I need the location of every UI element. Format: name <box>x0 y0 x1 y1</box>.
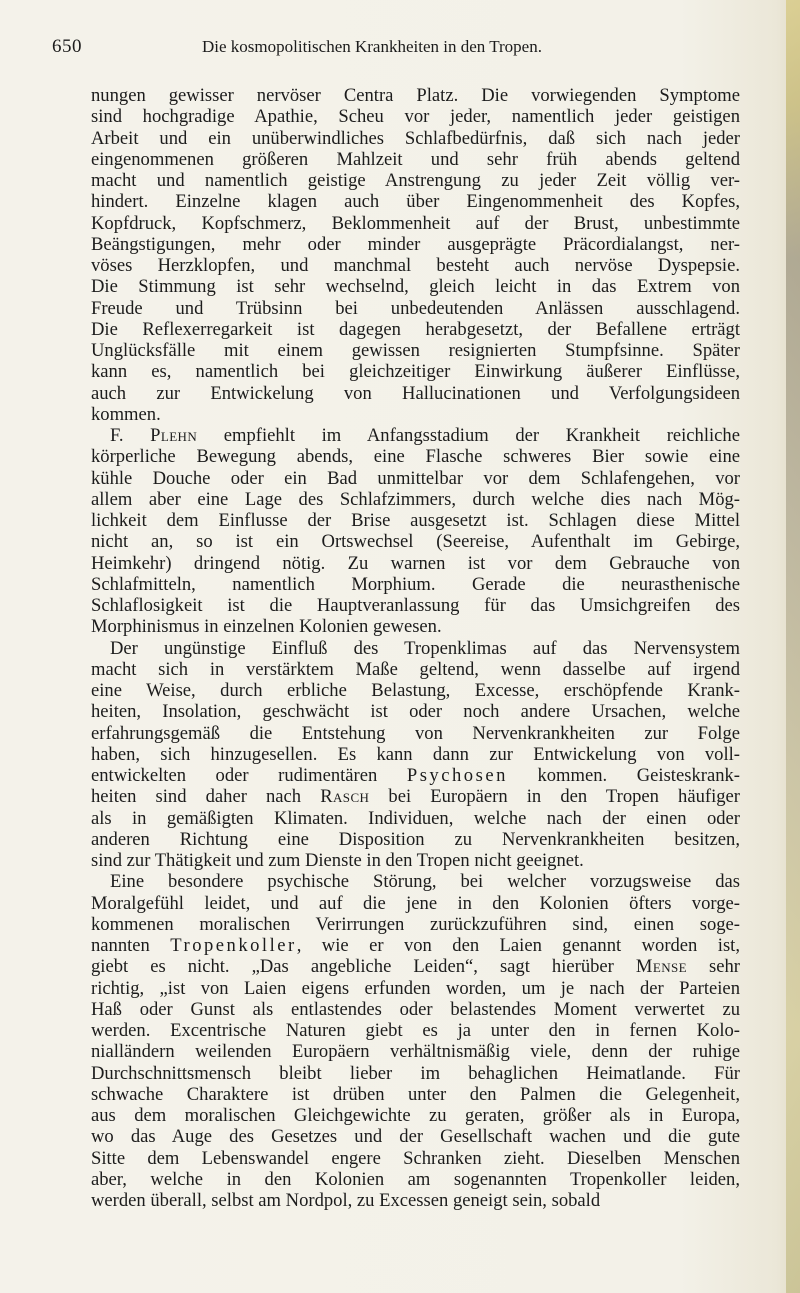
text-line <box>91 489 740 510</box>
text-segment: nialländern weilenden Europäern verhältnismäßig viele, denn der ruhige <box>91 1041 740 1063</box>
text-line <box>91 850 740 871</box>
text-segment: aber, welche in den Kolonien am sogenannten Tropenkoller leiden, <box>91 1168 740 1190</box>
body-text <box>91 85 740 1211</box>
text-line <box>91 1190 740 1211</box>
text-line <box>91 574 740 595</box>
text-segment: sind hochgradige Apathie, Scheu vor jeder, namentlich jeder geistigen <box>91 106 740 128</box>
text-line <box>91 765 740 786</box>
text-segment: giebt es nicht. „Das angebliche Leiden“, sagt hierüber <box>91 956 636 978</box>
emphasized-term: Psychosen <box>406 765 508 786</box>
text-segment: eine Weise, durch erbliche Belastung, Excesse, erschöpfende Krank- <box>91 680 740 701</box>
text-segment: sind zur Thätigkeit und zum Dienste in den Tropen nicht geeignet. <box>91 850 584 871</box>
text-line <box>91 1063 740 1084</box>
text-line <box>91 595 740 616</box>
text-segment: Schlafmitteln, namentlich Morphium. Gerade die neurasthenische <box>91 573 740 595</box>
text-segment: anderen Richtung eine Disposition zu Nervenkrankheiten besitzen, <box>91 828 740 850</box>
text-line <box>91 149 740 170</box>
text-segment: F. <box>110 425 151 446</box>
text-line <box>91 170 740 191</box>
text-segment: kommen. <box>91 403 161 425</box>
text-segment: kühle Douche oder ein Bad unmittelbar vor dem Schlafengehen, vor <box>91 467 740 489</box>
text-line <box>91 616 740 637</box>
text-line <box>91 680 740 701</box>
page-edge-strip <box>786 0 800 1293</box>
text-line <box>91 1020 740 1041</box>
text-line <box>91 298 740 319</box>
text-segment: kommen. Geisteskrank- <box>507 765 740 786</box>
text-line <box>91 510 740 531</box>
text-segment: lichkeit dem Einflusse der Brise ausgesetzt ist. Schlagen diese Mittel <box>91 510 740 531</box>
text-segment: Unglücksfälle mit einem gewissen resignierten Stumpfsinne. Später <box>91 340 740 361</box>
author-name: Rasch <box>320 786 370 808</box>
text-segment: aus dem moralischen Gleichgewichte zu geraten, größer als in Europa, <box>91 1105 740 1126</box>
text-line <box>91 468 740 489</box>
text-segment: Der ungünstige Einfluß des Tropenklimas auf das Nervensystem <box>110 637 740 659</box>
text-segment: nannten <box>91 935 171 956</box>
text-segment: entwickelten oder rudimentären <box>91 765 407 786</box>
text-segment: empfiehlt im Anfangsstadium der Krankheit reichliche <box>197 425 740 446</box>
text-segment: Sitte dem Lebenswandel engere Schranken zieht. Dieselben Menschen <box>91 1147 740 1169</box>
text-line <box>91 744 740 765</box>
text-segment: wo das Auge des Gesetzes und der Gesellschaft wachen und die gute <box>91 1126 740 1148</box>
text-line <box>91 999 740 1020</box>
text-segment: Durchschnittsmensch bleibt lieber im behaglichen Heimatlande. Für <box>91 1062 740 1084</box>
text-line <box>91 808 740 829</box>
text-segment: eingenommenen größeren Mahlzeit und sehr früh abends geltend <box>91 148 740 170</box>
emphasized-term: Tropenkoller <box>170 935 297 956</box>
text-line <box>91 978 740 999</box>
text-segment: richtig, „ist von Laien eigens erfunden worden, um je nach der Parteien <box>91 977 740 999</box>
text-line <box>91 1105 740 1126</box>
text-line <box>91 553 740 574</box>
text-line <box>91 276 740 297</box>
text-line <box>91 638 740 659</box>
text-line <box>91 234 740 255</box>
text-segment: als in gemäßigten Klimaten. Individuen, welche nach der einen oder <box>91 807 740 829</box>
text-segment: Morphinismus in einzelnen Kolonien gewesen. <box>91 616 442 638</box>
text-segment: Heimkehr) dringend nötig. Zu warnen ist vor dem Gebrauche von <box>91 552 740 574</box>
text-line <box>91 531 740 552</box>
text-line <box>91 404 740 425</box>
text-segment: nicht an, so ist ein Ortswechsel (Seereise, Aufenthalt im Gebirge, <box>91 531 740 553</box>
text-segment: Eine besondere psychische Störung, bei welcher vorzugsweise das <box>110 871 740 893</box>
text-segment: Schlaflosigkeit ist die Hauptveranlassung für das Umsichgreifen des <box>91 595 740 616</box>
author-name: Plehn <box>150 425 198 446</box>
page-header <box>52 36 742 60</box>
text-line <box>91 701 740 722</box>
text-line <box>91 213 740 234</box>
text-segment: haben, sich hinzugesellen. Es kann dann zur Entwickelung von voll- <box>91 743 740 765</box>
text-segment: kommenen moralischen Verirrungen zurückzuführen sind, einen soge- <box>91 913 740 935</box>
text-segment: sehr <box>686 956 740 978</box>
text-line <box>91 106 740 127</box>
text-line <box>91 191 740 212</box>
author-name: Mense <box>635 956 687 978</box>
text-line <box>91 659 740 680</box>
text-segment: , wie er von den Laien genannt worden ist, <box>296 935 740 956</box>
text-segment: auch zur Entwickelung von Hallucinationen und Verfolgungsideen <box>91 382 740 404</box>
text-line <box>91 85 740 106</box>
text-line <box>91 446 740 467</box>
text-line <box>91 425 740 446</box>
text-segment: allem aber eine Lage des Schlafzimmers, durch welche dies nach Mög- <box>91 488 740 510</box>
text-segment: Beängstigungen, mehr oder minder ausgeprägte Präcordialangst, ner- <box>91 233 740 255</box>
text-segment: heiten, Insolation, geschwächt ist oder noch andere Ursachen, welche <box>91 701 740 723</box>
text-segment: heiten sind daher nach <box>91 786 321 808</box>
running-title: Die kosmopolitischen Krankheiten in den Tropen. <box>202 37 542 56</box>
text-segment: vöses Herzklopfen, und manchmal besteht auch nervöse Dyspepsie. <box>91 255 740 276</box>
page-number: 650 <box>52 36 82 57</box>
text-line <box>91 871 740 892</box>
text-segment: Kopfdruck, Kopfschmerz, Beklommenheit auf der Brust, unbestimmte <box>91 212 740 234</box>
text-line <box>91 829 740 850</box>
text-segment: Haß oder Gunst als entlastendes oder belastendes Moment verwertet zu <box>91 998 740 1020</box>
text-line <box>91 1148 740 1169</box>
text-segment: schwache Charaktere ist drüben unter den Palmen die Gelegenheit, <box>91 1083 740 1105</box>
text-segment: macht sich in verstärktem Maße geltend, wenn dasselbe auf irgend <box>91 658 740 680</box>
text-line <box>91 1084 740 1105</box>
text-segment: hindert. Einzelne klagen auch über Eingenommenheit des Kopfes, <box>91 191 740 213</box>
text-line <box>91 786 740 807</box>
text-line <box>91 723 740 744</box>
text-line <box>91 1041 740 1062</box>
text-line <box>91 1169 740 1190</box>
text-line <box>91 914 740 935</box>
text-segment: kann es, namentlich bei gleichzeitiger Einwirkung äußerer Einflüsse, <box>91 361 740 383</box>
text-segment: nungen gewisser nervöser Centra Platz. Die vorwiegenden Symptome <box>91 85 740 106</box>
text-line <box>91 1126 740 1147</box>
text-segment: macht und namentlich geistige Anstrengung zu jeder Zeit völlig ver- <box>91 170 740 191</box>
text-segment: werden. Excentrische Naturen giebt es ja unter den in fernen Kolo- <box>91 1020 740 1041</box>
text-segment: erfahrungsgemäß die Entstehung von Nervenkrankheiten zur Folge <box>91 722 740 744</box>
text-segment: Die Reflexerregarkeit ist dagegen herabgesetzt, der Befallene erträgt <box>91 318 740 340</box>
text-segment: bei Europäern in den Tropen häufiger <box>369 786 741 808</box>
text-segment: körperliche Bewegung abends, eine Flasche schweres Bier sowie eine <box>91 446 740 468</box>
text-line <box>91 255 740 276</box>
text-line <box>91 893 740 914</box>
text-line <box>91 340 740 361</box>
text-segment: Moralgefühl leidet, und auf die jene in den Kolonien öfters vorge- <box>91 892 740 914</box>
text-segment: Die Stimmung ist sehr wechselnd, gleich leicht in das Extrem von <box>91 276 740 298</box>
text-line <box>91 361 740 382</box>
text-line <box>91 319 740 340</box>
text-line <box>91 935 740 956</box>
text-line <box>91 128 740 149</box>
text-line <box>91 383 740 404</box>
text-segment: Freude und Trübsinn bei unbedeutenden Anlässen ausschlagend. <box>91 297 740 319</box>
text-segment: Arbeit und ein unüberwindliches Schlafbedürfnis, daß sich nach jeder <box>91 127 740 149</box>
text-line <box>91 956 740 977</box>
text-segment: werden überall, selbst am Nordpol, zu Excessen geneigt sein, sobald <box>91 1190 601 1211</box>
